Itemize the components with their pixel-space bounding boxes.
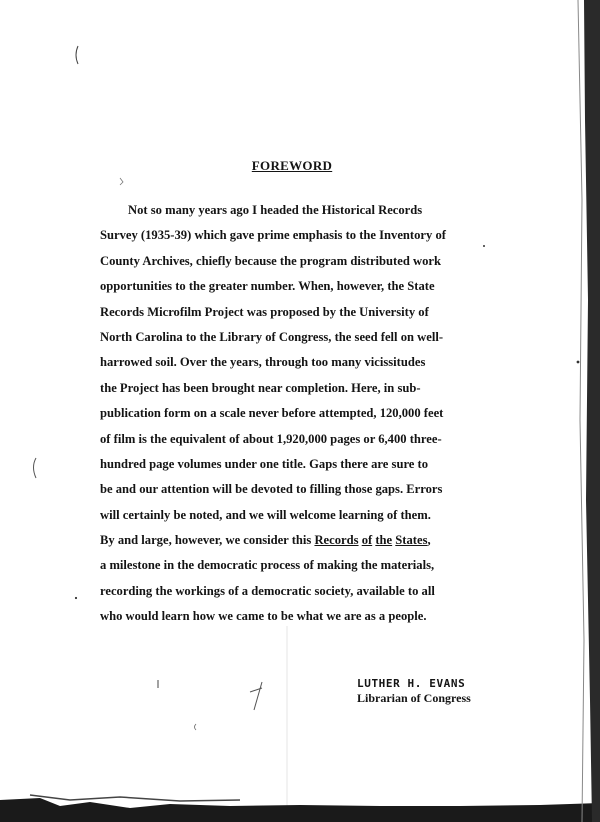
underlined-word: of <box>361 533 373 548</box>
stray-mark <box>76 46 78 64</box>
scan-edge-bottom <box>30 795 240 801</box>
text-line: of film is the equivalent of about 1,920,000 pages or 6,400 three- <box>100 431 442 446</box>
text-line: North Carolina to the Library of Congress, the seed fell on well- <box>100 329 444 344</box>
scan-edge-bottom <box>0 798 600 822</box>
stray-mark <box>254 682 262 710</box>
text-line: Not so many years ago I headed the Historical Records <box>128 203 423 217</box>
text-line: a milestone in the democratic process of making the materials, <box>100 558 435 573</box>
stray-mark <box>34 458 37 478</box>
text-segment: By and large, however, we consider this <box>100 533 315 548</box>
text-line: publication form on a scale never before attempted, 120,000 feet <box>100 406 444 421</box>
signatory-position: Librarian of Congress <box>357 691 471 705</box>
text-line: Survey (1935-39) which gave prime emphasis to the Inventory of <box>100 228 446 243</box>
stray-mark <box>195 724 197 730</box>
stray-mark <box>483 245 485 247</box>
underlined-word: Records <box>314 533 359 548</box>
scan-edge-right <box>578 0 584 822</box>
text-line: will certainly be noted, and we will welcome learning of them. <box>100 507 431 522</box>
text-line: hundred page volumes under one title. Gaps there are sure to <box>100 456 429 471</box>
stray-mark <box>75 597 77 599</box>
stray-mark <box>577 361 580 364</box>
text-line: Records Microfilm Project was proposed by the University of <box>100 304 429 319</box>
text-line: harrowed soil. Over the years, through too many vicissitudes <box>100 355 426 370</box>
scan-edge-right <box>584 0 600 822</box>
text-line: be and our attention will be devoted to filling those gaps. Errors <box>100 482 443 497</box>
text-line: the Project has been brought near completion. Here, in sub- <box>100 380 421 395</box>
text-line: who would learn how we came to be what we are as a people. <box>100 609 427 624</box>
text-line: recording the workings of a democratic society, available to all <box>100 583 435 598</box>
underlined-word: the <box>375 533 393 548</box>
signatory-name: LUTHER H. EVANS <box>357 677 466 690</box>
title-text: FOREWORD <box>251 158 333 173</box>
stray-mark <box>120 178 123 185</box>
text-line: opportunities to the greater number. When, however, the State <box>100 279 435 294</box>
underlined-word: States <box>395 533 428 548</box>
text-segment: , <box>427 533 431 548</box>
text-line: County Archives, chiefly because the program distributed work <box>100 253 441 268</box>
